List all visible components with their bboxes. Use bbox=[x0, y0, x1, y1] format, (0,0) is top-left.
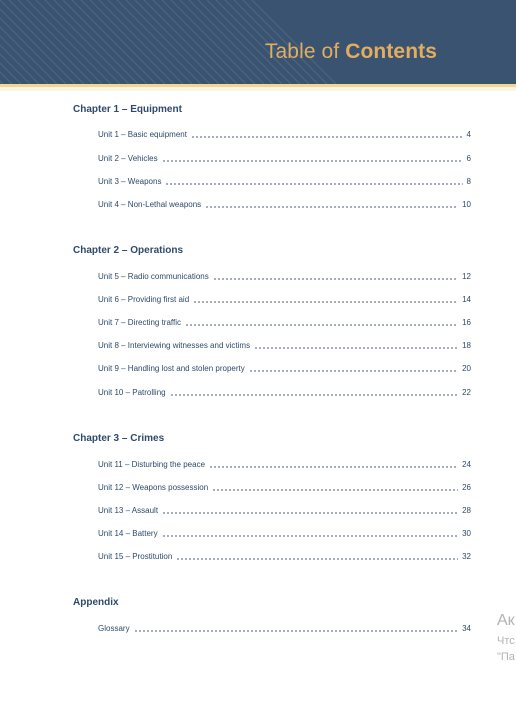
watermark-line-3: "Па bbox=[497, 651, 515, 663]
dot-leader bbox=[162, 160, 463, 162]
stripe-line bbox=[108, 0, 192, 84]
appendix-heading: Appendix bbox=[73, 597, 119, 608]
toc-entry-label: Unit 2 – Vehicles bbox=[98, 154, 158, 163]
toc-entry-page: 6 bbox=[466, 154, 471, 163]
toc-entry[interactable] bbox=[98, 270, 471, 282]
header-cream-rule bbox=[0, 87, 516, 91]
toc-entry-page: 26 bbox=[462, 483, 471, 492]
stripe-line bbox=[126, 0, 210, 84]
toc-entry-label: Unit 10 – Patrolling bbox=[98, 388, 166, 397]
stripe-line bbox=[90, 0, 174, 84]
toc-entry-label: Unit 14 – Battery bbox=[98, 529, 158, 538]
toc-entry-page: 10 bbox=[462, 200, 471, 209]
toc-entry-label: Unit 4 – Non-Lethal weapons bbox=[98, 200, 202, 209]
toc-entry-page: 34 bbox=[462, 624, 471, 633]
dot-leader bbox=[249, 370, 458, 372]
dot-leader bbox=[176, 558, 458, 560]
toc-entry[interactable] bbox=[98, 339, 471, 351]
stripe-line bbox=[72, 0, 156, 84]
toc-entry-page: 14 bbox=[462, 295, 471, 304]
dot-leader bbox=[254, 347, 458, 349]
dot-leader bbox=[185, 324, 458, 326]
toc-entry[interactable] bbox=[98, 458, 471, 470]
toc-entry-label: Unit 9 – Handling lost and stolen property bbox=[98, 364, 245, 373]
watermark-line-1: Ак bbox=[497, 612, 515, 629]
stripe-line bbox=[54, 0, 138, 84]
toc-entry-label: Unit 5 – Radio communications bbox=[98, 272, 209, 281]
stripe-line bbox=[0, 0, 84, 84]
toc-entry[interactable] bbox=[98, 550, 471, 562]
toc-entry[interactable] bbox=[98, 128, 471, 140]
toc-entry[interactable] bbox=[98, 481, 471, 493]
toc-entry-label: Unit 15 – Prostitution bbox=[98, 552, 173, 561]
toc-entry-page: 32 bbox=[462, 552, 471, 561]
stripe-line bbox=[81, 0, 165, 84]
toc-entry-page: 28 bbox=[462, 506, 471, 515]
toc-entry-label: Glossary bbox=[98, 624, 130, 633]
toc-entry-page: 30 bbox=[462, 529, 471, 538]
stripe-line bbox=[171, 0, 255, 84]
stripe-line bbox=[162, 0, 246, 84]
toc-entry[interactable] bbox=[98, 362, 471, 374]
stripe-line bbox=[63, 0, 147, 84]
dot-leader bbox=[209, 466, 458, 468]
dot-leader bbox=[162, 535, 459, 537]
toc-entry-page: 8 bbox=[466, 177, 471, 186]
toc-entry-label: Unit 11 – Disturbing the peace bbox=[98, 460, 206, 469]
toc-entry-page: 20 bbox=[462, 364, 471, 373]
stripe-line bbox=[0, 0, 3, 84]
toc-entry[interactable] bbox=[98, 386, 471, 398]
page-title-bold: Contents bbox=[345, 40, 437, 63]
toc-entry[interactable] bbox=[98, 622, 471, 634]
watermark-line-2: Чтс bbox=[497, 635, 515, 647]
stripe-line bbox=[144, 0, 228, 84]
stripe-line bbox=[99, 0, 183, 84]
toc-entry[interactable] bbox=[98, 504, 471, 516]
page-header bbox=[0, 0, 516, 84]
dot-leader bbox=[193, 301, 458, 303]
toc-entry-label: Unit 12 – Weapons possession bbox=[98, 483, 209, 492]
chapter-heading: Chapter 2 – Operations bbox=[73, 245, 184, 256]
toc-entry-label: Unit 13 – Assault bbox=[98, 506, 159, 515]
dot-leader bbox=[170, 394, 459, 396]
dot-leader bbox=[213, 278, 458, 280]
chapter-heading: Chapter 3 – Crimes bbox=[73, 433, 165, 444]
toc-entry-page: 22 bbox=[462, 388, 471, 397]
toc-entry-label: Unit 7 – Directing traffic bbox=[98, 318, 181, 327]
toc-entry[interactable] bbox=[98, 527, 471, 539]
stripe-line bbox=[18, 0, 102, 84]
toc-entry-page: 12 bbox=[462, 272, 471, 281]
stripe-line bbox=[9, 0, 93, 84]
toc-entry[interactable] bbox=[98, 152, 471, 164]
toc-entry[interactable] bbox=[98, 293, 471, 305]
stripe-line bbox=[153, 0, 237, 84]
toc-entry[interactable] bbox=[98, 175, 471, 187]
stripe-line bbox=[117, 0, 201, 84]
activation-watermark bbox=[497, 612, 516, 665]
toc-entry-page: 18 bbox=[462, 341, 471, 350]
toc-entry-label: Unit 8 – Interviewing witnesses and victims bbox=[98, 341, 251, 350]
dot-leader bbox=[191, 136, 463, 138]
toc-entry[interactable] bbox=[98, 316, 471, 328]
dot-leader bbox=[212, 489, 458, 491]
toc-entry-page: 16 bbox=[462, 318, 471, 327]
stripe-line bbox=[27, 0, 111, 84]
diagonal-stripes-decoration bbox=[0, 0, 516, 84]
dot-leader bbox=[134, 630, 459, 632]
toc-entry-label: Unit 3 – Weapons bbox=[98, 177, 162, 186]
toc-entry-label: Unit 1 – Basic equipment bbox=[98, 130, 187, 139]
chapter-heading: Chapter 1 – Equipment bbox=[73, 104, 182, 115]
dot-leader bbox=[165, 183, 462, 185]
dot-leader bbox=[205, 206, 458, 208]
stripe-line bbox=[0, 0, 75, 84]
toc-entry-page: 4 bbox=[466, 130, 471, 139]
stripe-line bbox=[135, 0, 219, 84]
stripe-line bbox=[36, 0, 120, 84]
toc-entry-page: 24 bbox=[462, 460, 471, 469]
toc-entry-label: Unit 6 – Providing first aid bbox=[98, 295, 190, 304]
stripe-line bbox=[189, 0, 273, 84]
page-title bbox=[265, 40, 437, 64]
stripe-line bbox=[180, 0, 264, 84]
toc-entry[interactable] bbox=[98, 198, 471, 210]
dot-leader bbox=[162, 512, 458, 514]
stripe-line bbox=[45, 0, 129, 84]
page-title-light: Table of bbox=[264, 40, 346, 63]
